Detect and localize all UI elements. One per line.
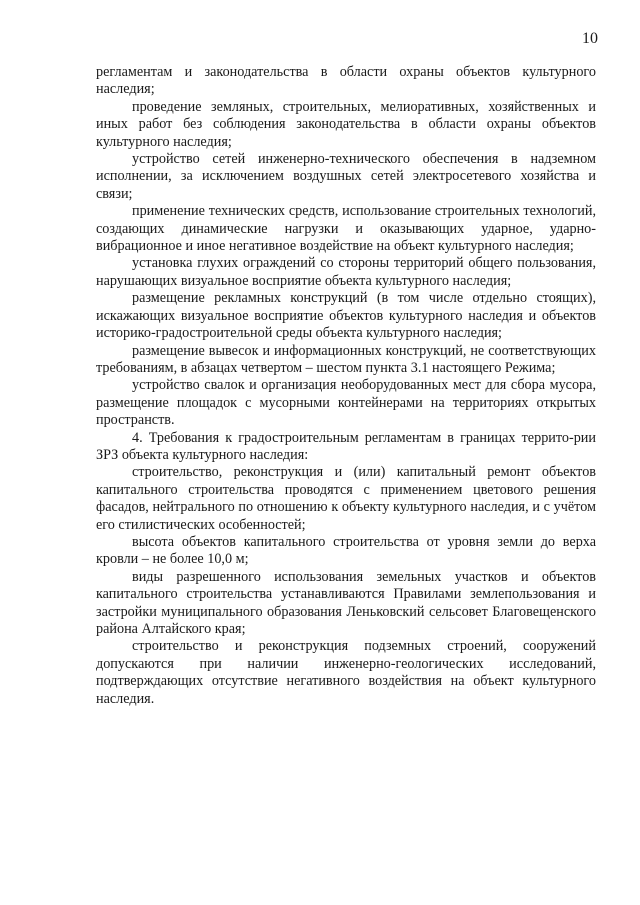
paragraph: проведение земляных, строительных, мелиоративных, хозяйственных и иных работ без соблюдения законодательства в области охраны объектов культурного наследия; <box>96 98 596 150</box>
paragraph: применение технических средств, использование строительных технологий, создающих динамические нагрузки и оказывающих ударное, ударно-вибрационное и иное негативное воздействие на объект культурного наследия; <box>96 203 596 255</box>
paragraph: размещение вывесок и информационных конструкций, не соответствующих требованиям, в абзацах четвертом – шестом пункта 3.1 настоящего Режима; <box>96 342 596 376</box>
document-body <box>96 64 596 708</box>
page-number: 10 <box>582 30 598 47</box>
paragraph: высота объектов капитального строительства от уровня земли до верха кровли – не более 10,0 м; <box>96 533 596 568</box>
paragraph: строительство, реконструкция и (или) капитальный ремонт объектов капитального строительства проводятся с применением цветового решения фасадов, нейтрального по отношению к объекту культурного наследия, и с учётом его стилистических особенностей; <box>96 464 596 533</box>
paragraph: установка глухих ограждений со стороны территорий общего пользования, нарушающих визуальное восприятие объекта культурного наследия; <box>96 255 596 289</box>
paragraph: размещение рекламных конструкций (в том числе отдельно стоящих), искажающих визуальное восприятие объектов культурного наследия и объектов историко-градостроительной среды объекта культурного наследия; <box>96 290 596 342</box>
section-heading: 4. Требования к градостроительным регламентам в границах террито-рии ЗРЗ объекта культурного наследия: <box>96 429 596 463</box>
paragraph: устройство свалок и организация необорудованных мест для сбора мусора, размещение площадок с мусорными контейнерами на территориях открытых пространств. <box>96 377 596 429</box>
paragraph: устройство сетей инженерно-технического обеспечения в надземном исполнении, за исключением воздушных сетей электросетевого хозяйства и связи; <box>96 151 596 202</box>
paragraph: виды разрешенного использования земельных участков и объектов капитального строительства устанавливаются Правилами землепользования и застройки муниципального образования Леньковский сельсовет Благовещенского района Алтайского края; <box>96 568 596 637</box>
paragraph: строительство и реконструкция подземных строений, сооружений допускаются при наличии инженерно-геологических исследований, подтверждающих отсутствие негативного воздействия на объект культурного наследия. <box>96 638 596 707</box>
paragraph: регламентам и законодательства в области охраны объектов культурного наследия; <box>96 64 596 98</box>
